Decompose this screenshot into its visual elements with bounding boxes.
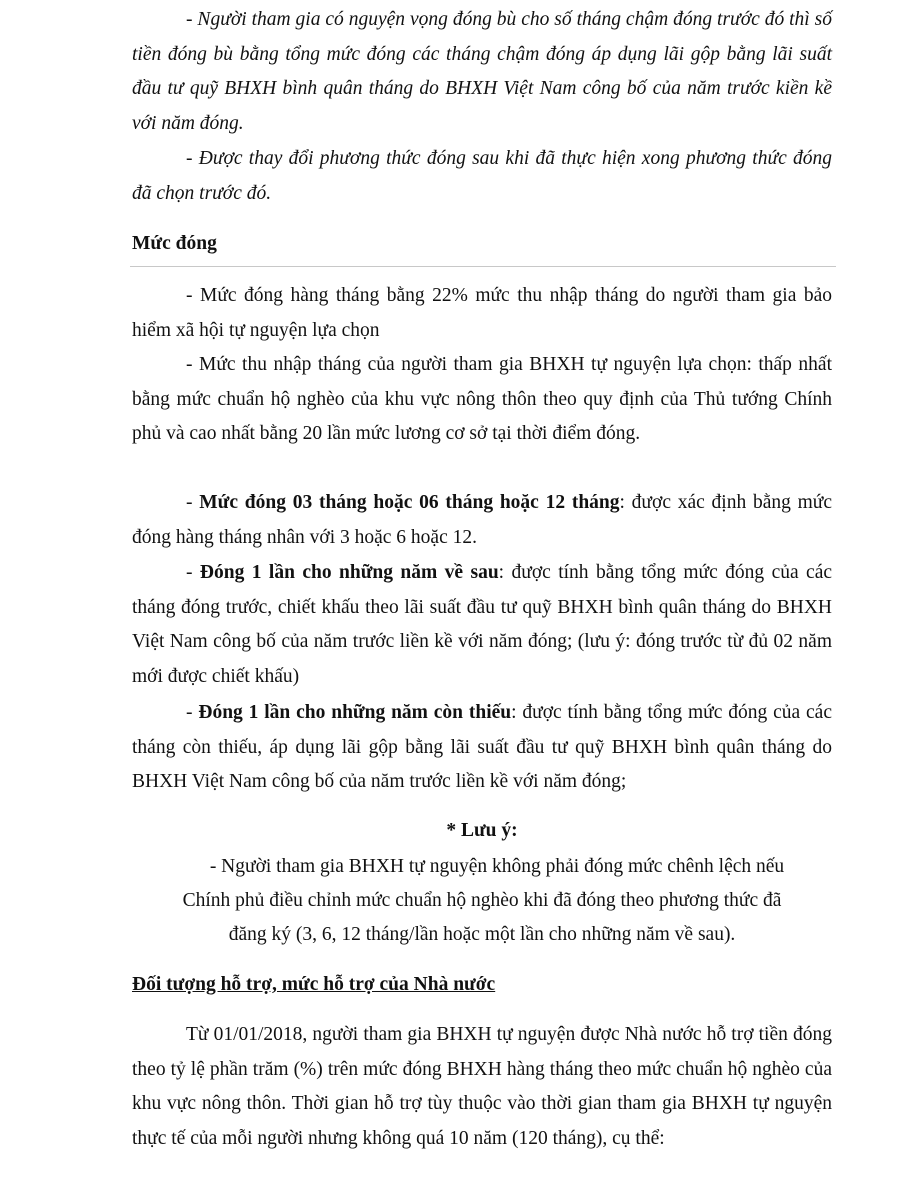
muc-dong-item-3-6-12 [132, 486, 832, 555]
item5-bold-term: Đóng 1 lần cho những năm còn thiếu [198, 702, 512, 723]
muc-dong-item-missing-years [132, 696, 832, 800]
item5-rest: : được tính bằng tổng mức đóng của các tháng còn thiếu, áp dụng lãi gộp bằng lãi suất đầu tư quỹ BHXH bình quân tháng do BHXH Việt Nam công bố của năm trước liền kề với năm đóng; [132, 702, 832, 792]
item4-rest: : được tính bằng tổng mức đóng của các tháng đóng trước, chiết khấu theo lãi suất đầu tư quỹ BHXH bình quân tháng do BHXH Việt Nam công bố của năm trước liền kề với năm đóng; (lưu ý: đóng trước từ đủ 02 năm mới được chiết khấu) [132, 562, 833, 687]
section-heading-ho-tro: Đối tượng hỗ trợ, mức hỗ trợ của Nhà nước [132, 974, 496, 995]
item4-bold-term: Đóng 1 lần cho những năm về sau [199, 562, 499, 583]
item3-bold-term: Mức đóng 03 tháng hoặc 06 tháng hoặc 12 tháng [199, 492, 620, 513]
item4-prefix: - [186, 562, 200, 583]
intro-item-late-payment: - Người tham gia có nguyện vọng đóng bù cho số tháng chậm đóng trước đó thì số tiền đóng bù bằng tổng mức đóng các tháng chậm đóng áp dụng lãi gộp bằng lãi suất đầu tư quỹ BHXH bình quân tháng do BHXH Việt Nam công bố của năm trước kiền kề với năm đóng. [132, 9, 832, 134]
section-divider [130, 266, 836, 267]
item3-prefix: - [186, 492, 200, 513]
note-title: * Lưu ý: [446, 820, 518, 841]
muc-dong-item-monthly: - Mức đóng hàng tháng bằng 22% mức thu nhập tháng do người tham gia bảo hiểm xã hội tự nguyện lựa chọn [132, 285, 832, 341]
intro-item-change-method: - Được thay đổi phương thức đóng sau khi đã thực hiện xong phương thức đóng đã chọn trước đó. [132, 148, 832, 204]
note-line-1: - Người tham gia BHXH tự nguyện không phải đóng mức chênh lệch nếu [209, 856, 785, 877]
section-heading-muc-dong: Mức đóng [132, 233, 217, 254]
ho-tro-paragraph: Từ 01/01/2018, người tham gia BHXH tự nguyện được Nhà nước hỗ trợ tiền đóng theo tỷ lệ phần trăm (%) trên mức đóng BHXH hàng tháng theo mức chuẩn hộ nghèo của khu vực nông thôn. Thời gian hỗ trợ tùy thuộc vào thời gian tham gia BHXH tự nguyện thực tế của mỗi người nhưng không quá 10 năm (120 tháng), cụ thể: [132, 1024, 832, 1149]
item5-prefix: - [186, 702, 199, 723]
muc-dong-item-future-years [132, 556, 832, 694]
muc-dong-item-income: - Mức thu nhập tháng của người tham gia BHXH tự nguyện lựa chọn: thấp nhất bằng mức chuẩn hộ nghèo của khu vực nông thôn theo quy định của Thủ tướng Chính phủ và cao nhất bằng 20 lần mức lương cơ sở tại thời điểm đóng. [132, 354, 832, 444]
item3-rest: : được xác định bằng mức đóng hàng tháng nhân với 3 hoặc 6 hoặc 12. [132, 492, 832, 548]
note-line-3: đăng ký (3, 6, 12 tháng/lần hoặc một lần cho những năm về sau). [228, 924, 736, 945]
note-line-2: Chính phủ điều chỉnh mức chuẩn hộ nghèo khi đã đóng theo phương thức đã [182, 890, 782, 911]
